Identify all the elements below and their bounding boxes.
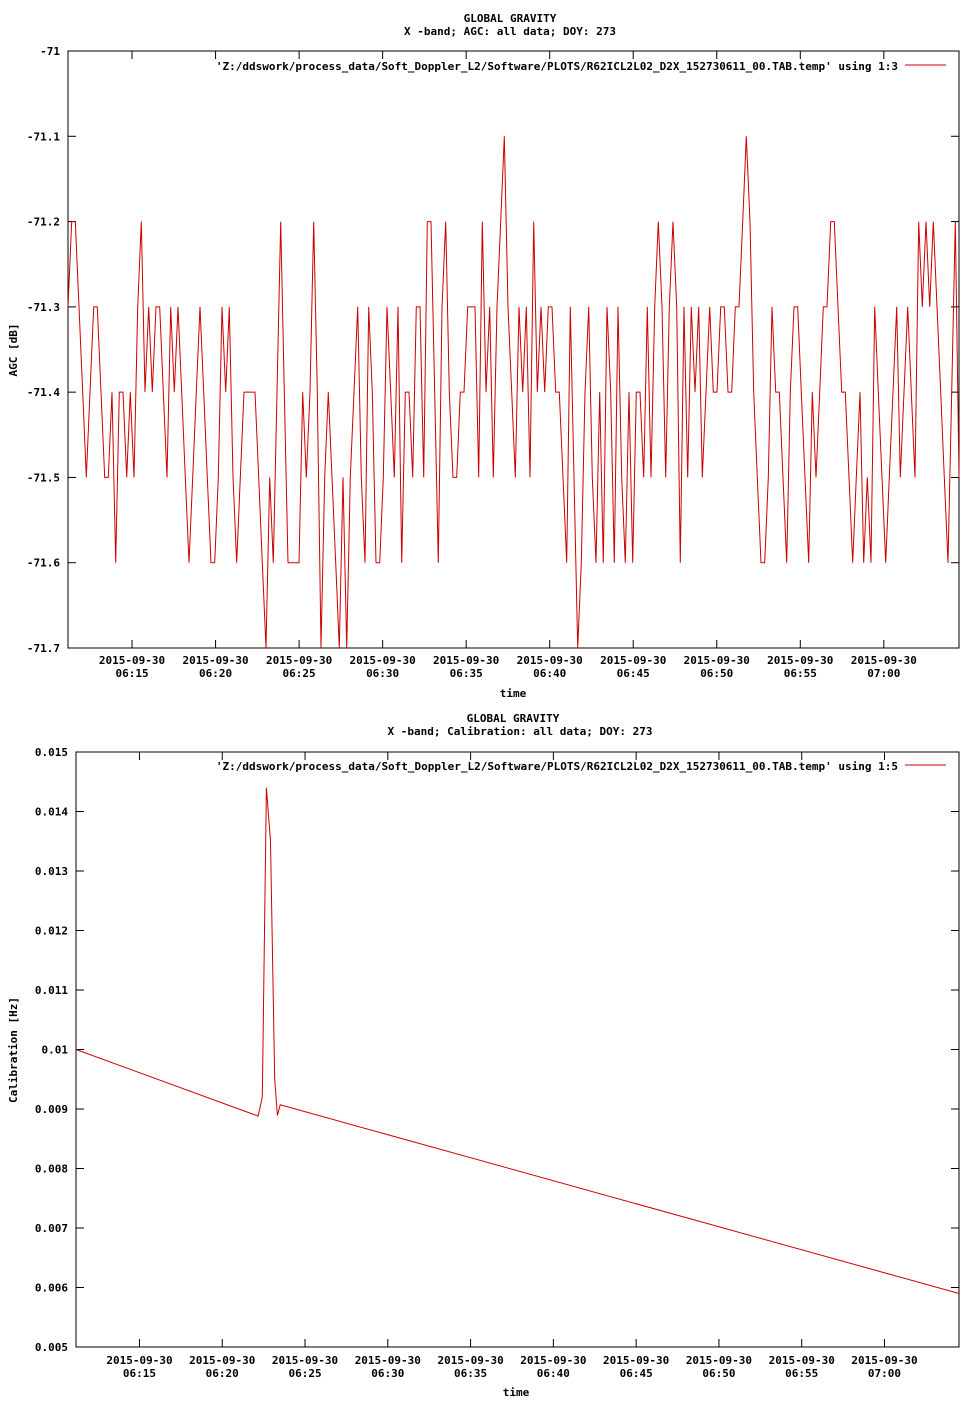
x-tick-time-label: 06:20 — [205, 1367, 239, 1380]
y-tick-label: 0.006 — [34, 1281, 68, 1295]
y-tick-label: 0.011 — [34, 984, 68, 997]
x-tick-time-label: 06:35 — [449, 667, 483, 680]
y-axis-ticks — [35, 746, 959, 1354]
x-tick-time-label: 06:45 — [619, 1367, 653, 1380]
x-tick-time-label: 06:30 — [366, 667, 400, 680]
x-axis-ticks — [99, 51, 917, 680]
y-axis-ticks — [27, 45, 959, 655]
x-tick-time-label: 06:15 — [115, 667, 149, 680]
x-tick-time-label: 06:40 — [536, 1367, 570, 1380]
y-tick-label: 0.014 — [34, 805, 68, 819]
x-axis-ticks — [106, 752, 917, 1380]
y-tick-label: -71.5 — [26, 471, 60, 485]
x-tick-time-label: 06:25 — [288, 1367, 322, 1380]
x-tick-time-label: 07:00 — [867, 1367, 902, 1380]
calibration-series-line — [76, 788, 959, 1294]
y-tick-label: -71.7 — [26, 642, 60, 655]
y-tick-label: 0.013 — [34, 865, 68, 878]
x-tick-date-label: 2015-09-30 — [265, 654, 333, 667]
x-tick-date-label: 2015-09-30 — [106, 1354, 173, 1367]
y-tick-label: -71.4 — [26, 386, 60, 400]
x-axis-label: time — [502, 1386, 530, 1399]
y-tick-label: 0.01 — [41, 1043, 68, 1057]
agc-chart — [7, 12, 959, 700]
y-tick-label: 0.007 — [34, 1222, 68, 1235]
x-tick-date-label: 2015-09-30 — [433, 654, 500, 667]
chart-subtitle: X -band; Calibration: all data; DOY: 273 — [387, 725, 653, 738]
y-tick-label: 0.015 — [34, 746, 68, 759]
y-tick-label: 0.005 — [34, 1341, 68, 1354]
x-axis-label: time — [499, 687, 527, 700]
chart-subtitle: X -band; AGC: all data; DOY: 273 — [404, 25, 616, 38]
x-tick-date-label: 2015-09-30 — [851, 1354, 918, 1367]
x-tick-date-label: 2015-09-30 — [603, 1354, 670, 1367]
y-tick-label: -71.3 — [26, 300, 60, 314]
y-axis-label: AGC [dB] — [7, 323, 20, 377]
y-tick-label: -71.6 — [26, 556, 60, 570]
x-tick-date-label: 2015-09-30 — [189, 1354, 256, 1367]
y-tick-label: -71.2 — [26, 215, 60, 229]
x-tick-time-label: 06:35 — [454, 1367, 488, 1380]
chart-title: GLOBAL GRAVITY — [463, 12, 557, 25]
x-tick-time-label: 06:55 — [783, 667, 817, 680]
x-tick-time-label: 06:50 — [700, 667, 734, 680]
x-tick-date-label: 2015-09-30 — [271, 1354, 339, 1367]
y-tick-label: 0.009 — [34, 1103, 68, 1116]
chart-title: GLOBAL GRAVITY — [466, 712, 560, 725]
legend-label: 'Z:/ddswork/process_data/Soft_Doppler_L2/Software/PLOTS/R62ICL2L02_D2X_152730611_00.TAB.temp' using 1:5 — [215, 760, 898, 773]
x-tick-time-label: 06:15 — [122, 1367, 157, 1380]
x-tick-date-label: 2015-09-30 — [516, 654, 583, 667]
y-tick-label: -71.1 — [26, 130, 60, 144]
x-tick-date-label: 2015-09-30 — [349, 654, 416, 667]
x-tick-time-label: 06:55 — [785, 1367, 819, 1380]
x-tick-date-label: 2015-09-30 — [98, 654, 166, 667]
y-tick-label: -71 — [40, 45, 60, 58]
x-tick-time-label: 06:50 — [702, 1367, 736, 1380]
y-tick-label: 0.008 — [34, 1162, 68, 1176]
x-tick-date-label: 2015-09-30 — [520, 1354, 587, 1367]
x-tick-date-label: 2015-09-30 — [850, 654, 917, 667]
x-tick-date-label: 2015-09-30 — [767, 654, 834, 667]
plot-frame — [76, 752, 959, 1347]
x-tick-time-label: 06:20 — [199, 667, 233, 680]
x-tick-date-label: 2015-09-30 — [600, 654, 667, 667]
y-axis-label: Calibration [Hz] — [7, 997, 20, 1103]
x-tick-time-label: 06:30 — [371, 1367, 405, 1380]
x-tick-time-label: 06:40 — [533, 667, 567, 680]
x-tick-date-label: 2015-09-30 — [685, 1354, 753, 1367]
x-tick-date-label: 2015-09-30 — [182, 654, 249, 667]
calibration-chart — [7, 712, 959, 1399]
x-tick-date-label: 2015-09-30 — [683, 654, 750, 667]
x-tick-date-label: 2015-09-30 — [437, 1354, 504, 1367]
x-tick-date-label: 2015-09-30 — [768, 1354, 835, 1367]
x-tick-time-label: 07:00 — [867, 667, 901, 680]
legend-label: 'Z:/ddswork/process_data/Soft_Doppler_L2/Software/PLOTS/R62ICL2L02_D2X_152730611_00.TAB.temp' using 1:3 — [215, 60, 898, 73]
agc-series-line — [68, 136, 959, 648]
x-tick-date-label: 2015-09-30 — [354, 1354, 421, 1367]
x-tick-time-label: 06:25 — [282, 667, 316, 680]
x-tick-time-label: 06:45 — [616, 667, 650, 680]
y-tick-label: 0.012 — [34, 924, 68, 938]
